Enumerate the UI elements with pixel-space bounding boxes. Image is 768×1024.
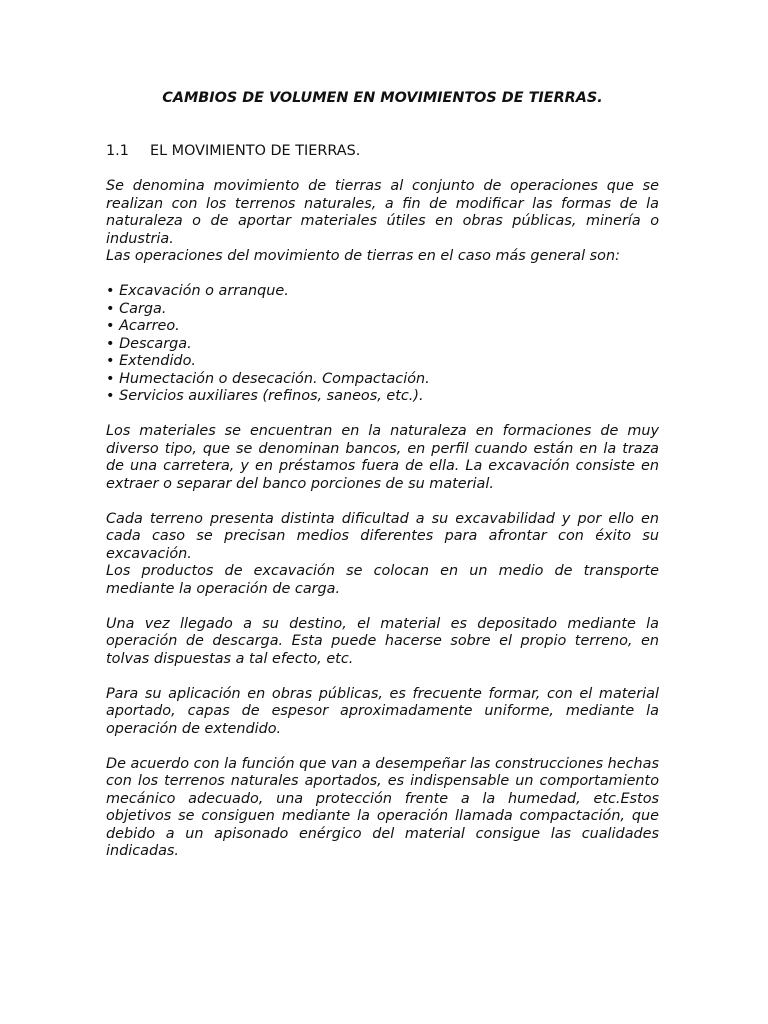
bullet-icon: •	[106, 300, 115, 317]
list-item: • Descarga.	[106, 335, 192, 352]
list-item: • Carga.	[106, 300, 167, 317]
operations-list	[106, 283, 659, 406]
paragraph-spreading: Para su aplicación en obras públicas, es frecuente formar, con el material aportado, capas de espesor aproximadamente uniforme, mediante la operación de extendido.	[106, 685, 659, 737]
paragraph-loading: Los productos de excavación se colocan en un medio de transporte mediante la operación de carga.	[106, 563, 659, 597]
list-item: • Acarreo.	[106, 318, 180, 334]
bullet-icon: •	[106, 370, 115, 387]
bullet-icon: •	[106, 353, 115, 369]
paragraph-excavability: Cada terreno presenta distinta dificultad a su excavabilidad y por ello en cada caso se precisan medios diferentes para afrontar con éxito su excavación.	[106, 510, 659, 562]
bullet-icon: •	[106, 318, 115, 334]
list-item: • Humectación o desecación. Compactación.	[106, 370, 430, 387]
list-item: • Excavación o arranque.	[106, 283, 289, 299]
paragraph-unloading: Una vez llegado a su destino, el material es depositado mediante la operación de descarga. Esta puede hacerse sobre el propio terreno, en tolvas dispuestas a tal efecto, etc.	[106, 615, 659, 667]
paragraph-definition: Se denomina movimiento de tierras al conjunto de operaciones que se realizan con los terrenos naturales, a fin de modificar las formas de la naturaleza o de aportar materiales útiles en obras públicas, minería o industria.	[106, 178, 659, 247]
bullet-icon: •	[106, 283, 115, 299]
section-number: 1.1	[106, 143, 129, 159]
paragraph-compaction: De acuerdo con la función que van a desempeñar las construcciones hechas con los terrenos naturales aportados, es indispensable un comportamiento mecánico adecuado, una protección frente a la humedad, etc.Estos objetivos se consiguen mediante la operación llamada compactación, que debido a un apisonado enérgico del material consigue las cualidades indicadas.	[106, 755, 659, 859]
list-item: • Extendido.	[106, 353, 196, 369]
section-heading	[106, 141, 659, 161]
bullet-icon: •	[106, 388, 115, 404]
document-page	[106, 88, 659, 861]
document-title: CAMBIOS DE VOLUMEN EN MOVIMIENTOS DE TIERRAS.	[162, 90, 603, 106]
section-title: EL MOVIMIENTO DE TIERRAS.	[150, 143, 361, 159]
list-item: • Servicios auxiliares (refinos, saneos, etc.).	[106, 388, 424, 404]
paragraph-materials: Los materiales se encuentran en la naturaleza en formaciones de muy diverso tipo, que se denominan bancos, en perfil cuando están en la traza de una carretera, y en préstamos fuera de ella. La excavación consiste en extraer o separar del banco porciones de su material.	[106, 423, 659, 492]
paragraph-operations-intro: Las operaciones del movimiento de tierras en el caso más general son:	[106, 248, 620, 264]
bullet-icon: •	[106, 335, 115, 352]
